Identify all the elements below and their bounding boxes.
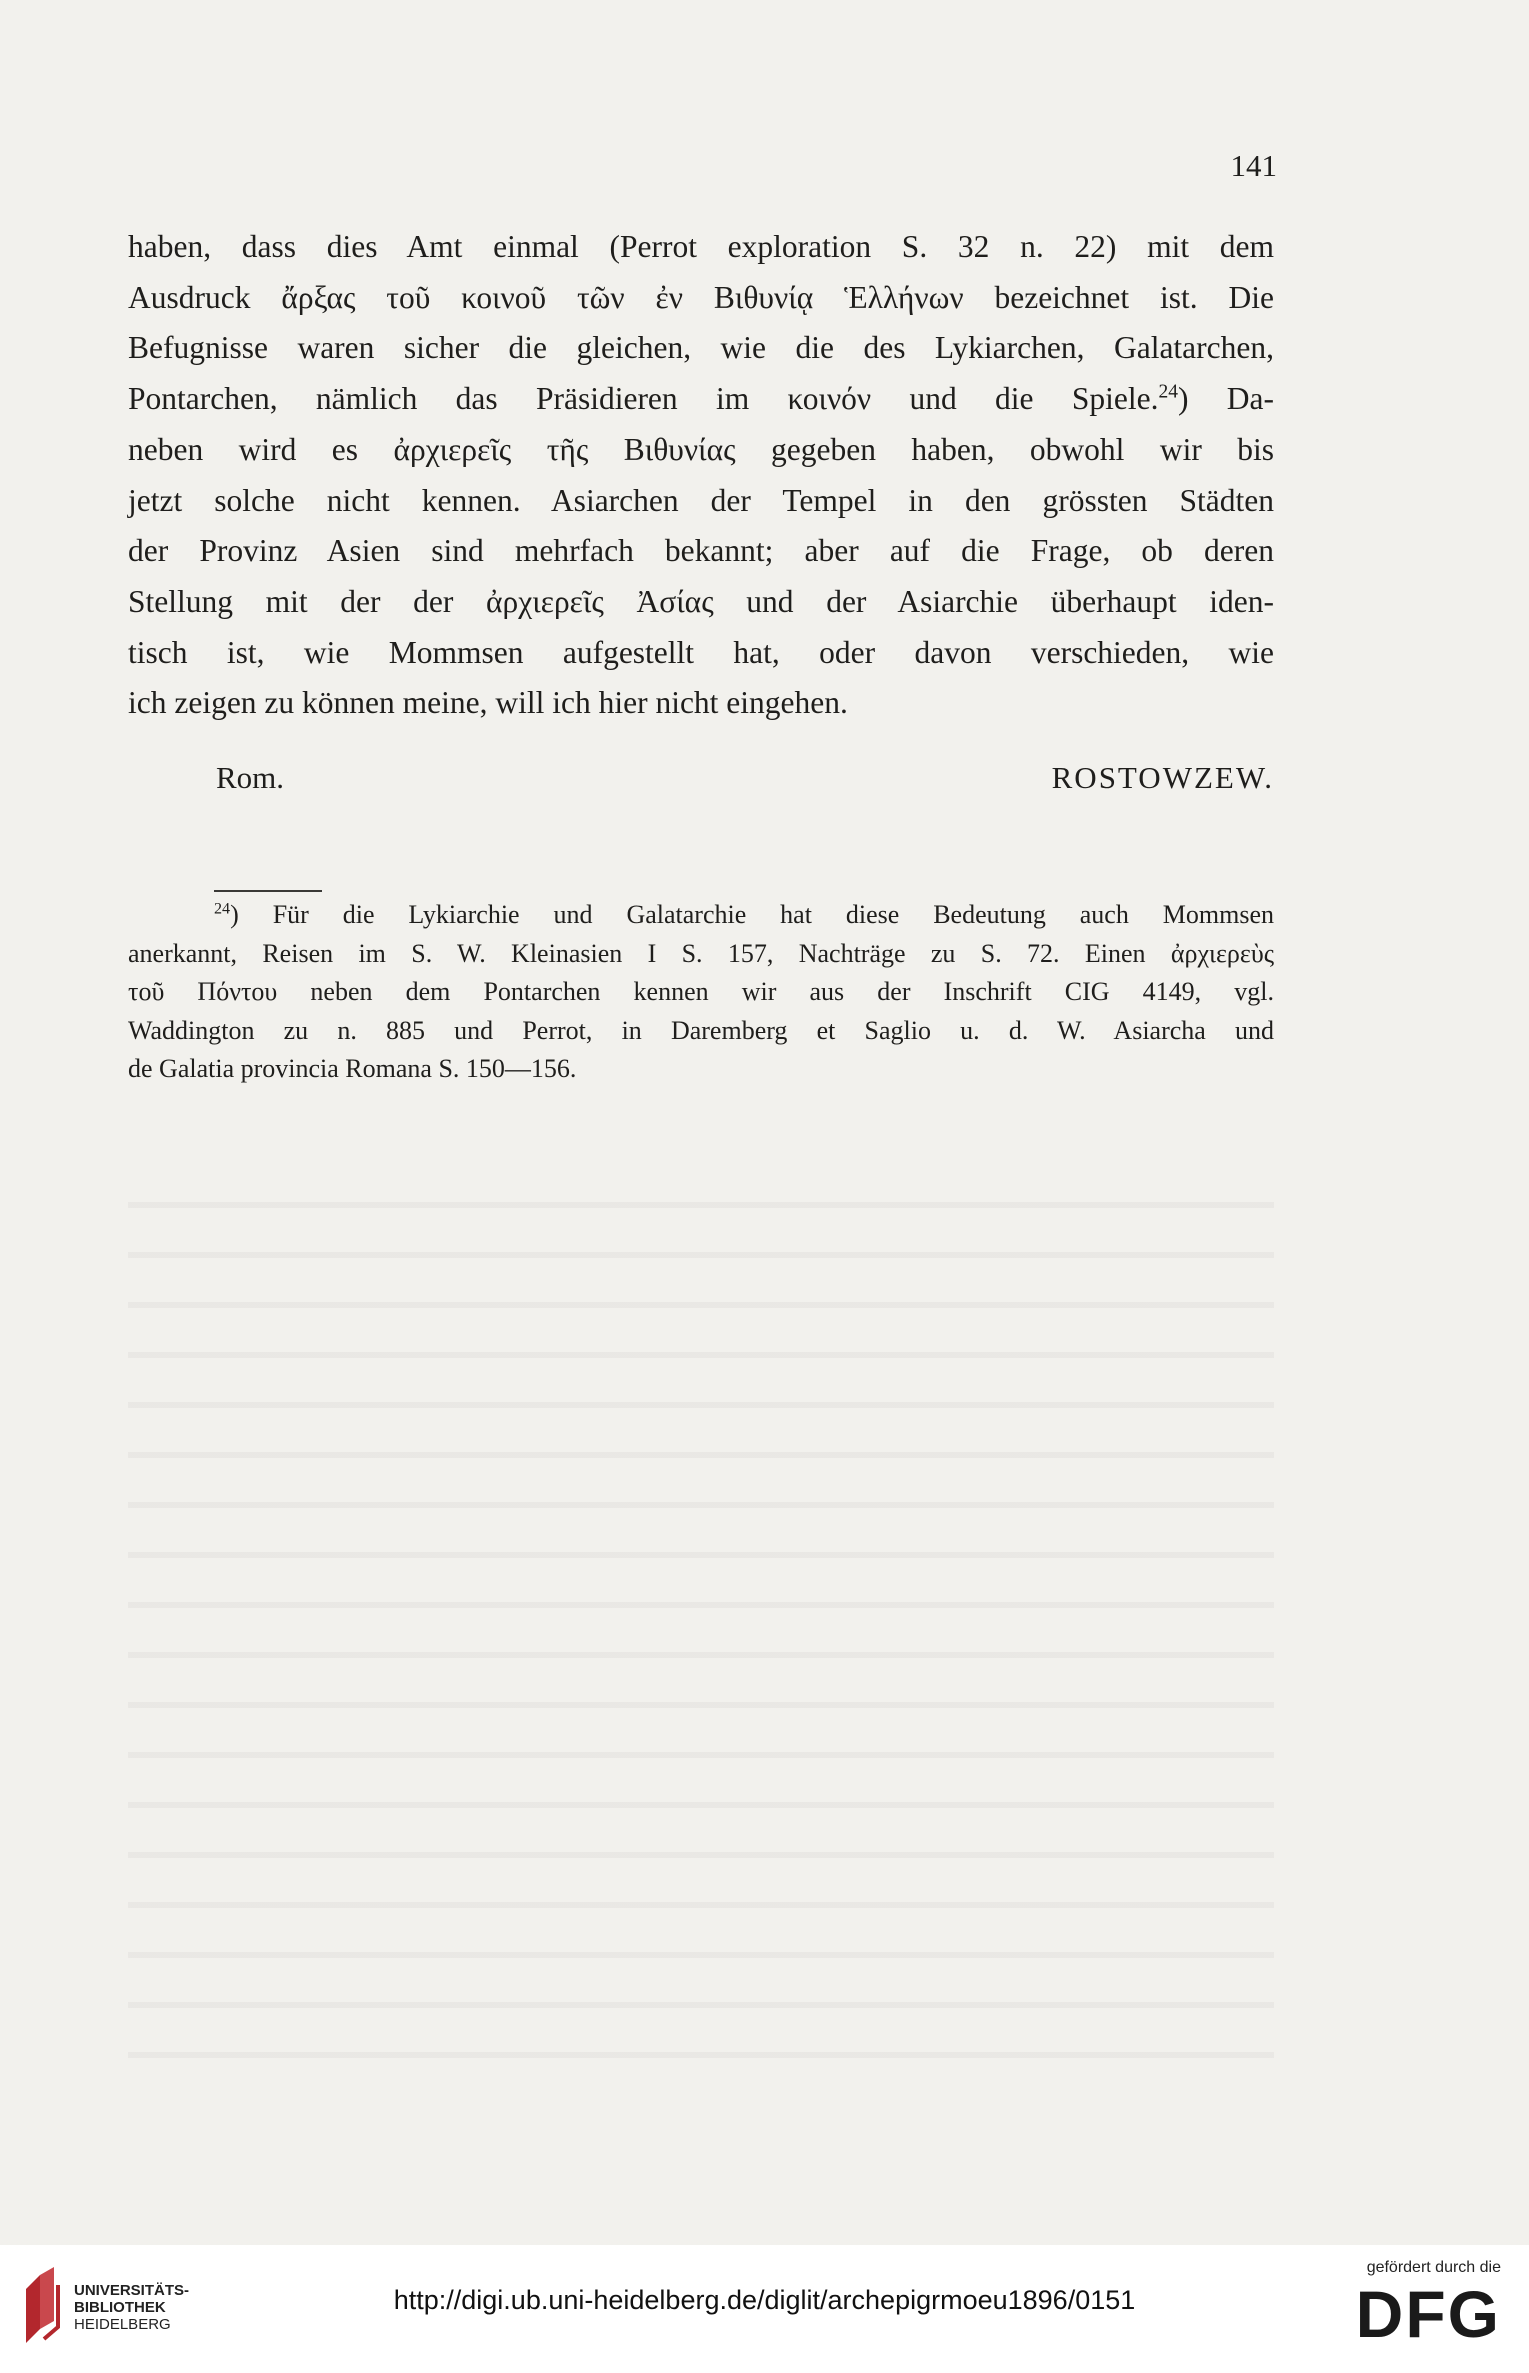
permalink-url[interactable]: http://digi.ub.uni-heidelberg.de/diglit/archepigrmoeu1896/0151 <box>393 2285 1136 2315</box>
library-name-line1: UNIVERSITÄTS- <box>74 2282 190 2299</box>
body-line-with-footnote-ref <box>128 374 1274 425</box>
body-line-continuation: ) Da- <box>1177 381 1274 417</box>
library-name-line3: HEIDELBERG <box>74 2316 171 2333</box>
footnote-line <box>128 896 1274 935</box>
footnote-divider <box>214 890 322 892</box>
show-through-texture <box>128 1180 1274 2080</box>
footnote-line: anerkannt, Reisen im S. W. Kleinasien I S. 157, Nachträge zu S. 72. Einen ἀρχιερεὺς <box>128 938 1274 968</box>
signature-author: ROSTOWZEW. <box>1051 760 1274 795</box>
body-line: Befugnisse waren sicher die gleichen, wie die des Lykiarchen, Galatarchen, <box>128 330 1274 366</box>
body-line-text: Pontarchen, nämlich das Präsidieren im κοινόν und die Spiele. <box>128 381 1159 417</box>
footnote-line: τοῦ Πόντου neben dem Pontarchen kennen wir aus der Inschrift CIG 4149, vgl. <box>128 977 1274 1007</box>
body-line: neben wird es ἀρχιερεῖς τῆς Βιθυνίας gegeben haben, obwohl wir bis <box>128 431 1274 467</box>
dfg-logo: DFG <box>1355 2277 1501 2351</box>
footnote-line-text: ) Für die Lykiarchie und Galatarchie hat diese Bedeutung auch Mommsen <box>230 900 1274 929</box>
page-number: 141 <box>1230 148 1277 183</box>
body-paragraph <box>128 222 1274 729</box>
body-line: tisch ist, wie Mommsen aufgestellt hat, oder davon verschieden, wie <box>128 634 1274 670</box>
funder-caption: gefördert durch die <box>1366 2259 1501 2276</box>
signature-line <box>216 760 1274 796</box>
library-name-line2: BIBLIOTHEK <box>74 2299 166 2316</box>
footnote-line: de Galatia provincia Romana S. 150—156. <box>128 1054 577 1084</box>
body-line: jetzt solche nicht kennen. Asiarchen der Tempel in den grössten Städten <box>128 482 1274 518</box>
footer-bar <box>0 2245 1529 2373</box>
footnote-line: Waddington zu n. 885 und Perrot, in Daremberg et Saglio u. d. W. Asiarcha und <box>128 1015 1274 1045</box>
body-line: Stellung mit der der ἀρχιερεῖς Ἀσίας und der Asiarchie überhaupt iden- <box>128 583 1274 619</box>
body-line: der Provinz Asien sind mehrfach bekannt; aber auf die Frage, ob deren <box>128 533 1274 569</box>
body-line: ich zeigen zu können meine, will ich hier nicht eingehen. <box>128 685 848 721</box>
footnote <box>128 896 1274 1089</box>
footnote-reference: 24 <box>1158 381 1178 403</box>
funder-badge[interactable] <box>1356 2259 1501 2351</box>
signature-place: Rom. <box>216 760 285 795</box>
body-line: haben, dass dies Amt einmal (Perrot exploration S. 32 n. 22) mit dem <box>128 229 1274 264</box>
body-line: Ausdruck ἄρξας τοῦ κοινοῦ τῶν ἐν Βιθυνίᾳ Ἑλλήνων bezeichnet ist. Die <box>128 279 1274 315</box>
footnote-marker: 24 <box>214 900 231 918</box>
